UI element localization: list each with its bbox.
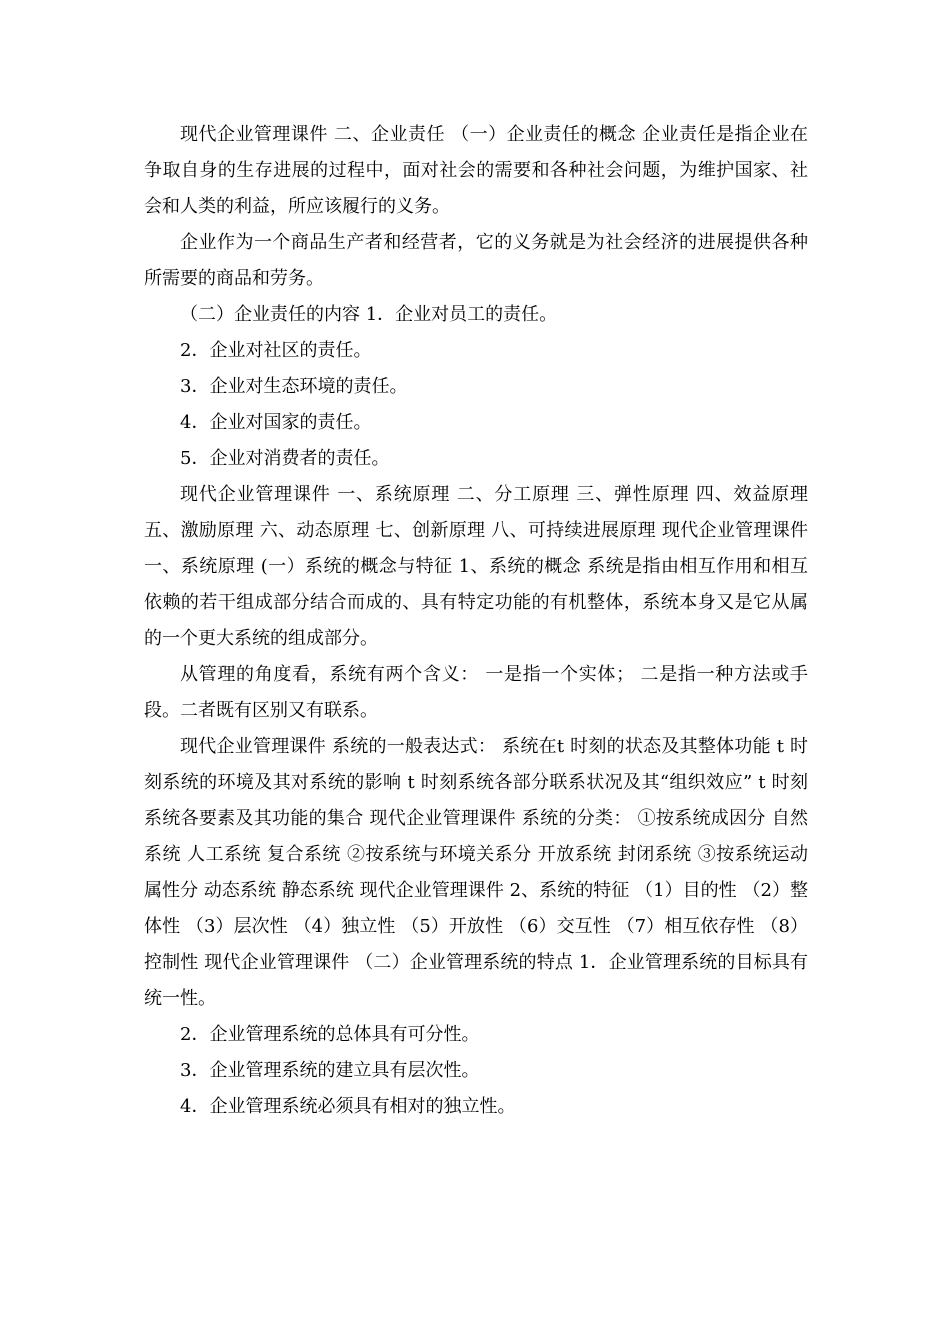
paragraph-system-expression-classification: 现代企业管理课件 系统的一般表达式： 系统在t 时刻的状态及其整体功能 t 时刻系统的环境及其对系统的影响 t 时刻系统各部分联系状况及其“组织效应” t 时刻系统各要素及其功能的集合 现代企业管理课件 系统的分类： ①按系统成因分 自然系统 人工系统 复合系统 ②按系统与环境关系分 开放系统 封闭系统 ③按系统运动属性分 动态系统 静态系统 现代企业管理课件 2、系统的特征 （1）目的性 （2）整体性 （3）层次性 （4）独立性 （5）开放性 （6）交互性 （7）相互依存性 （8）控制性 现代企业管理课件 （二）企业管理系统的特点 1．企业管理系统的目标具有统一性。: [144, 736, 808, 1009]
paragraph-responsibility-content-2: 2．企业对社区的责任。: [180, 340, 372, 361]
document-body: [144, 117, 808, 1125]
paragraph-responsibility-content-1: （二）企业责任的内容 1．企业对员工的责任。: [180, 304, 558, 325]
paragraph-management-system-feature-2: 2．企业管理系统的总体具有可分性。: [180, 1024, 480, 1045]
paragraph-management-system-feature-4: 4．企业管理系统必须具有相对的独立性。: [180, 1096, 516, 1117]
paragraph-system-principles: 现代企业管理课件 一、系统原理 二、分工原理 三、弹性原理 四、效益原理 五、激励原理 六、动态原理 七、创新原理 八、可持续进展原理 现代企业管理课件 一、系统原理 (一）系统的概念与特征 1、系统的概念 系统是指由相互作用和相互依赖的若干组成部分结合而成的、具有特定功能的有机整体，系统本身又是它从属的一个更大系统的组成部分。: [144, 484, 808, 649]
paragraph-responsibility-content-4: 4．企业对国家的责任。: [180, 412, 372, 433]
paragraph-management-system-feature-3: 3．企业管理系统的建立具有层次性。: [180, 1060, 480, 1081]
paragraph-enterprise-responsibility-concept: 现代企业管理课件 二、企业责任 （一）企业责任的概念 企业责任是指企业在争取自身的生存进展的过程中，面对社会的需要和各种社会问题，为维护国家、社会和人类的利益，所应该履行的义务。: [144, 124, 808, 217]
paragraph-responsibility-content-3: 3．企业对生态环境的责任。: [180, 376, 408, 397]
paragraph-responsibility-content-5: 5．企业对消费者的责任。: [180, 448, 390, 469]
paragraph-management-perspective: 从管理的角度看，系统有两个含义： 一是指一个实体； 二是指一种方法或手段。二者既有区别又有联系。: [144, 664, 808, 721]
paragraph-enterprise-obligation: 企业作为一个商品生产者和经营者，它的义务就是为社会经济的进展提供各种所需要的商品和劳务。: [144, 232, 808, 289]
